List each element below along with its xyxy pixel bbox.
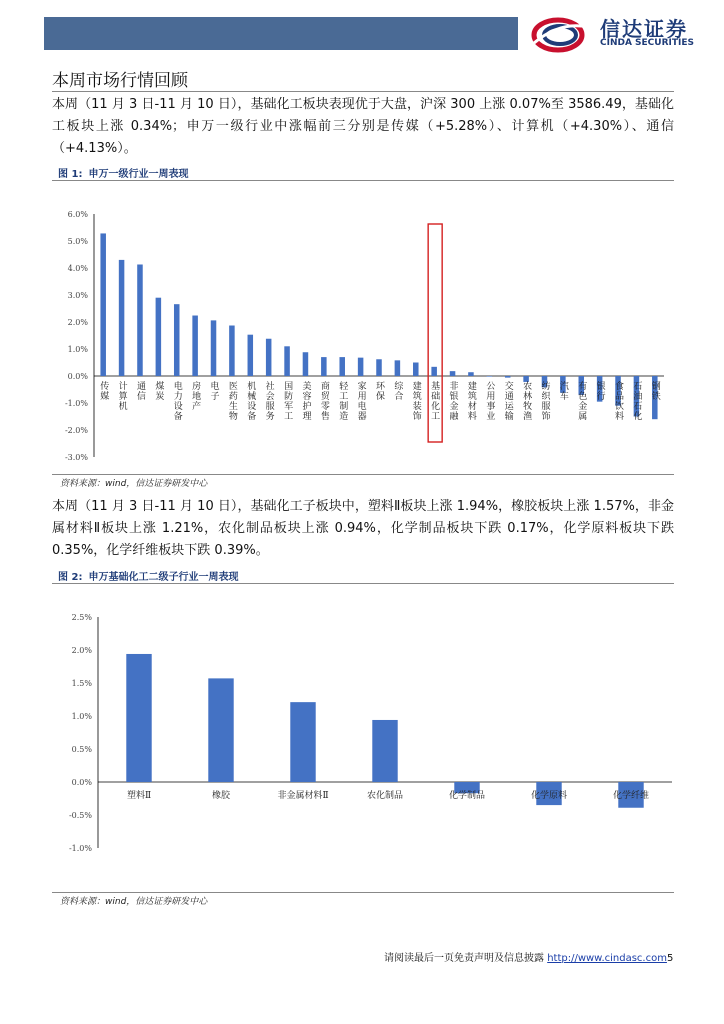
x-category-label: 公用事业	[484, 381, 495, 421]
y-tick-label: -0.5%	[68, 811, 92, 820]
y-tick-label: 2.5%	[71, 613, 92, 622]
bar-美容护理	[303, 352, 309, 376]
x-category-label: 银行	[594, 381, 605, 401]
bar-综合	[395, 360, 401, 376]
y-tick-label: 4.0%	[67, 264, 88, 273]
footer-disclaimer: 请阅读最后一页免责声明及信息披露	[384, 953, 548, 964]
y-tick-label: 1.5%	[71, 679, 92, 688]
figure-2-caption: 申万基础化工二级子行业一周表现	[88, 572, 239, 583]
x-category-label: 有色金属	[576, 381, 587, 421]
x-category-label: 塑料Ⅱ	[126, 791, 152, 801]
title-divider	[52, 91, 674, 92]
bar-橡胶	[208, 678, 233, 782]
chart-1-svg	[52, 195, 674, 470]
x-category-label: 电力设备	[171, 381, 182, 421]
x-category-label: 房地产	[190, 381, 201, 411]
bar-商贸零售	[321, 357, 327, 376]
x-category-label: 非银金融	[447, 381, 458, 421]
x-category-label: 钢铁	[649, 381, 660, 401]
bar-建筑装饰	[413, 363, 419, 377]
bar-传媒	[100, 233, 106, 376]
bar-电力设备	[174, 304, 180, 376]
figure-1-source: 资料来源：wind，信达证券研发中心	[60, 479, 208, 489]
chart-2	[52, 600, 674, 860]
y-tick-label: -3.0%	[64, 453, 88, 462]
y-tick-label: 0.5%	[71, 745, 92, 754]
x-category-label: 化学制品	[448, 791, 486, 801]
figure-1-bottom-rule	[52, 474, 674, 475]
bar-社会服务	[266, 339, 272, 376]
figure-2-bottom-rule	[52, 892, 674, 893]
paragraph-2: 本周（11 月 3 日-11 月 10 日），基础化工子板块中，塑料Ⅱ板块上涨 1.94%，橡胶板块上涨 1.57%，非金属材料Ⅱ板块上涨 1.21%，农化制品板块上涨 0.94%，化学制品板块下跌 0.17%，化学原料板块下跌 0.35%，化学纤维板块下跌 0.39%。	[52, 499, 674, 558]
bar-电子	[211, 320, 217, 376]
x-category-label: 建筑装饰	[410, 381, 421, 421]
x-category-label: 农林牧渔	[521, 381, 532, 421]
y-tick-label: 6.0%	[67, 210, 88, 219]
y-tick-label: 0.0%	[71, 778, 92, 787]
x-category-label: 电子	[208, 381, 219, 401]
figure-2-title	[58, 568, 244, 583]
figure-2-top-rule	[52, 583, 674, 584]
x-category-label: 通信	[134, 381, 145, 401]
x-category-label: 纺织服饰	[539, 381, 550, 421]
x-category-label: 基础化工	[429, 381, 440, 421]
figure-1-caption: 申万一级行业一周表现	[88, 169, 189, 180]
x-category-label: 农化制品	[366, 791, 404, 801]
footer-link[interactable]: http://www.cindasc.com	[547, 953, 667, 964]
bar-非银金融	[450, 371, 456, 376]
x-category-label: 家用电器	[355, 381, 366, 421]
x-category-label: 轻工制造	[337, 381, 348, 421]
x-category-label: 化学纤维	[612, 791, 650, 801]
bar-机械设备	[248, 335, 254, 376]
bar-计算机	[119, 260, 125, 376]
bar-国防军工	[284, 346, 290, 376]
bar-交通运输	[505, 376, 511, 378]
x-category-label: 商贸零售	[318, 381, 329, 421]
bar-通信	[137, 264, 143, 376]
y-tick-label: -1.0%	[64, 399, 88, 408]
x-category-label: 传媒	[98, 381, 109, 401]
figure-2-source: 资料来源：wind，信达证券研发中心	[60, 897, 208, 907]
x-category-label: 美容护理	[300, 381, 311, 421]
y-tick-label: 1.0%	[67, 345, 88, 354]
x-category-label: 机械设备	[245, 381, 256, 421]
y-tick-label: 2.0%	[71, 646, 92, 655]
x-category-label: 煤炭	[153, 381, 164, 401]
x-category-label: 橡胶	[211, 791, 231, 801]
chart-2-svg	[52, 600, 674, 860]
x-category-label: 社会服务	[263, 381, 274, 421]
bar-轻工制造	[339, 357, 345, 376]
chart-1	[52, 195, 674, 470]
bar-环保	[376, 359, 382, 376]
x-category-label: 石油石化	[631, 381, 642, 421]
page-number: 5	[666, 953, 674, 964]
bar-房地产	[192, 316, 198, 376]
bar-塑料Ⅱ	[126, 654, 151, 782]
footer	[384, 949, 673, 964]
bar-医药生物	[229, 326, 235, 376]
x-category-label: 建筑材料	[465, 381, 476, 421]
y-tick-label: 3.0%	[67, 291, 88, 300]
y-tick-label: 2.0%	[67, 318, 88, 327]
x-category-label: 环保	[374, 381, 384, 401]
bar-公用事业	[487, 376, 493, 377]
logo-cn-text: 信达证券	[600, 17, 688, 41]
x-category-label: 交通运输	[502, 381, 513, 421]
figure-2-label: 图 2:	[58, 572, 83, 583]
logo-swoosh-icon	[530, 13, 592, 55]
bar-煤炭	[156, 298, 162, 376]
y-tick-label: -2.0%	[64, 426, 88, 435]
figure-1-label: 图 1:	[58, 169, 83, 180]
figure-1-top-rule	[52, 180, 674, 181]
bar-家用电器	[358, 358, 364, 376]
x-category-label: 汽车	[557, 381, 568, 401]
logo-en-text: CINDA SECURITIES	[600, 38, 694, 48]
x-category-label: 计算机	[116, 381, 127, 411]
x-category-label: 国防军工	[282, 381, 293, 421]
x-category-label: 医药生物	[226, 381, 237, 421]
bar-农化制品	[372, 720, 397, 782]
x-category-label: 化学原料	[530, 791, 568, 801]
figure-1-title	[58, 165, 194, 180]
x-category-label: 非金属材料Ⅱ	[277, 791, 329, 801]
y-tick-label: 5.0%	[67, 237, 88, 246]
header-bar	[44, 17, 518, 50]
bar-基础化工	[431, 367, 437, 376]
y-tick-label: -1.0%	[68, 844, 92, 853]
x-category-label: 食品饮料	[613, 381, 624, 421]
section-title: 本周市场行情回顾	[52, 71, 188, 91]
bar-非金属材料Ⅱ	[290, 702, 315, 782]
bar-建筑材料	[468, 372, 474, 376]
y-tick-label: 1.0%	[71, 712, 92, 721]
x-category-label: 综合	[392, 381, 403, 401]
y-tick-label: 0.0%	[67, 372, 88, 381]
cinda-logo	[530, 13, 710, 55]
paragraph-1: 本周（11 月 3 日-11 月 10 日），基础化工板块表现优于大盘，沪深 300 上涨 0.07%至 3586.49，基础化工板块上涨 0.34%；申万一级行业中涨幅前三分别是传媒（+5.28%）、计算机（+4.30%）、通信（+4.13%）。	[52, 97, 674, 156]
